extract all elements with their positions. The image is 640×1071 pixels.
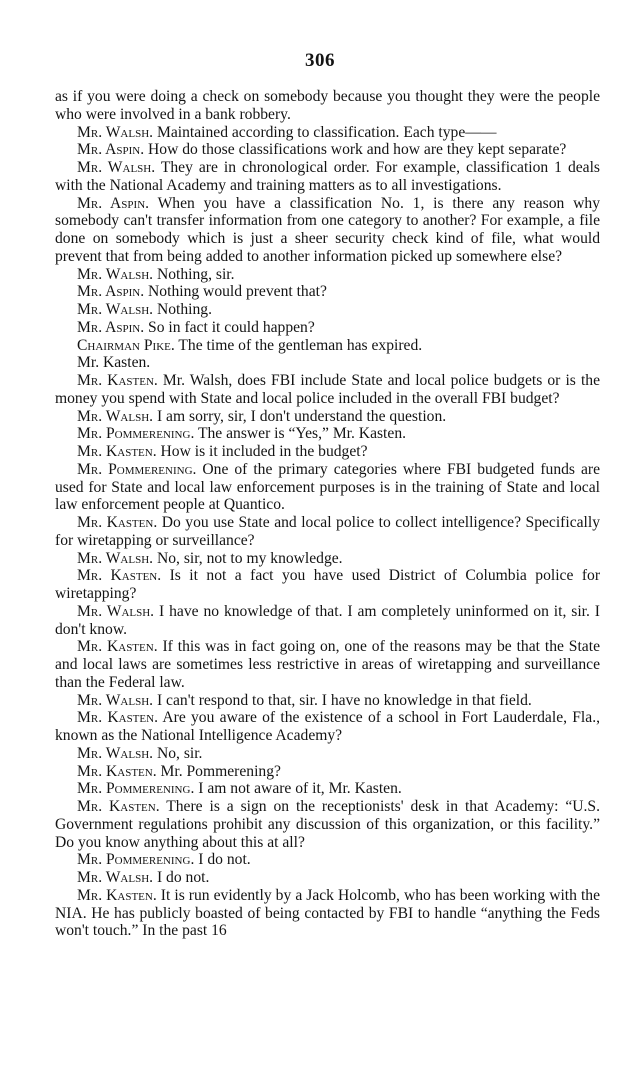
- paragraph-text: There is a sign on the receptionists' desk in that Academy: “U.S. Government regulations prohibit any discussion of this organization, or this facility.” Do you know anything about this at all?: [55, 798, 601, 851]
- transcript-paragraph: [55, 301, 600, 319]
- transcript-paragraph: [55, 692, 600, 710]
- transcript-paragraph: [55, 141, 600, 159]
- speaker-name: Mr. Kasten.: [77, 443, 157, 460]
- speaker-name: Chairman Pike.: [77, 336, 175, 354]
- paragraph-text: The answer is “Yes,” Mr. Kasten.: [197, 425, 407, 443]
- paragraph-text: Mr. Walsh, does FBI include State and local police budgets or is the money you spend with State and local police included in the overall FBI budget?: [55, 372, 600, 407]
- paragraph-text: I am sorry, sir, I don't understand the question.: [156, 407, 447, 425]
- speaker-name: Mr. Walsh.: [77, 744, 154, 762]
- paragraph-text: as if you were doing a check on somebody because you thought they were the people who were involved in a bank robbery.: [55, 88, 600, 123]
- paragraph-text: Are you aware of the existence of a school in Fort Lauderdale, Fla., known as the National Intelligence Academy?: [55, 709, 600, 744]
- paragraph-text: I do not.: [156, 869, 210, 886]
- paragraph-text: Nothing would prevent that?: [148, 283, 327, 301]
- page-number: 306: [305, 50, 335, 71]
- transcript-paragraph: [55, 88, 600, 124]
- speaker-name: Mr. Kasten.: [77, 567, 162, 585]
- speaker-name: Mr. Pommerening.: [77, 460, 197, 478]
- transcript-paragraph: [55, 159, 600, 195]
- paragraph-text: If this was in fact going on, one of the reasons may be that the State and local laws are sometimes less restrictive in areas of wiretapping and surveillance than the Federal law.: [55, 638, 600, 691]
- transcript-paragraph: [55, 745, 600, 763]
- transcript-paragraph: [55, 266, 600, 284]
- transcript-paragraph: [55, 763, 600, 781]
- transcript-paragraph: [55, 869, 600, 887]
- transcript-paragraph: [55, 124, 600, 142]
- paragraph-text: Is it not a fact you have used District of Columbia police for wiretapping?: [55, 567, 601, 602]
- transcript-paragraph: [55, 603, 600, 639]
- speaker-name: Mr. Walsh.: [77, 549, 154, 567]
- transcript-paragraph: [55, 567, 600, 603]
- speaker-name: Mr. Aspin.: [77, 283, 145, 301]
- speaker-name: Mr. Walsh.: [77, 691, 154, 709]
- paragraph-text: I do not.: [198, 851, 251, 869]
- speaker-name: Mr. Kasten.: [77, 638, 158, 656]
- paragraph-text: It is run evidently by a Jack Holcomb, who has been working with the NIA. He has publicly boasted of being contacted by FBI to handle “anything the Feds won't touch.” In the past 16: [55, 886, 600, 940]
- transcript-paragraph: [55, 443, 600, 461]
- transcript-paragraph: [55, 780, 600, 798]
- speaker-name: Mr. Walsh.: [77, 123, 154, 141]
- paragraph-text: Nothing, sir.: [156, 265, 235, 283]
- speaker-name: Mr. Walsh.: [77, 301, 154, 318]
- paragraph-text: I have no knowledge of that. I am completely uninformed on it, sir. I don't know.: [55, 602, 601, 638]
- transcript-paragraph: [55, 638, 600, 691]
- speaker-name: Mr. Aspin.: [77, 318, 145, 336]
- speaker-name: Mr. Walsh.: [77, 602, 155, 620]
- transcript-paragraph: [55, 337, 600, 355]
- transcript-paragraph: [55, 283, 600, 301]
- transcript-paragraph: [55, 851, 600, 869]
- speaker-name: Mr. Pommerening.: [77, 425, 195, 443]
- speaker-name: Mr. Kasten.: [77, 372, 158, 389]
- transcript-paragraph: [55, 195, 600, 266]
- paragraph-text: Do you use State and local police to collect intelligence? Specifically for wiretapping or surveillance?: [55, 514, 600, 549]
- paragraph-text: Mr. Pommerening?: [160, 762, 281, 780]
- transcript-paragraph: [55, 514, 600, 550]
- transcript-paragraph: [55, 319, 600, 337]
- transcript-paragraph: [55, 425, 600, 443]
- speaker-name: Mr. Aspin.: [77, 194, 150, 212]
- paragraph-text: I can't respond to that, sir. I have no knowledge in that field.: [156, 691, 532, 709]
- transcript-paragraph: [55, 887, 600, 940]
- paragraph-text: I am not aware of it, Mr. Kasten.: [198, 780, 402, 798]
- speaker-name: Mr. Kasten.: [77, 762, 157, 780]
- speaker-name: Mr. Walsh.: [77, 869, 154, 886]
- speaker-name: Mr. Kasten.: [77, 886, 157, 904]
- speaker-name: Mr. Walsh.: [77, 159, 156, 176]
- speaker-name: Mr. Walsh.: [77, 265, 154, 283]
- paragraph-text: The time of the gentleman has expired.: [178, 336, 423, 354]
- paragraph-text: How do those classifications work and how are they kept separate?: [148, 141, 567, 159]
- transcript-paragraph: [55, 372, 600, 408]
- speaker-name: Mr. Kasten.: [77, 709, 158, 727]
- speaker-name: Mr. Pommerening.: [77, 780, 195, 798]
- speaker-name: Mr. Kasten.: [77, 514, 158, 531]
- transcript-paragraph: [55, 709, 600, 745]
- speaker-name: Mr. Walsh.: [77, 407, 154, 425]
- speaker-name: Mr. Pommerening.: [77, 851, 195, 869]
- transcript-paragraph: [55, 461, 600, 514]
- paragraph-text: So in fact it could happen?: [148, 318, 315, 336]
- paragraph-text: When you have a classification No. 1, is there any reason why somebody can't transfer information from one category to another? For example, a file done on somebody which is just a sheer security check kind of file, what would prevent that from being added to another information picked up somewhere else?: [55, 194, 601, 265]
- paragraph-text: They are in chronological order. For example, classification 1 deals with the National Academy and training matters as to all investigations.: [55, 159, 600, 194]
- speaker-name: Mr. Kasten.: [77, 798, 160, 815]
- transcript-paragraph: [55, 408, 600, 426]
- paragraph-text: Maintained according to classification. Each type——: [156, 123, 497, 141]
- paragraph-text: No, sir, not to my knowledge.: [156, 549, 343, 567]
- paragraph-text: No, sir.: [156, 744, 203, 762]
- paragraph-text: One of the primary categories where FBI budgeted funds are used for State and local law enforcement purposes is in the training of State and local law enforcement people at Quantico.: [55, 460, 600, 514]
- paragraph-text: Nothing.: [156, 301, 212, 318]
- transcript-body: [55, 88, 600, 940]
- transcript-paragraph: [55, 354, 600, 372]
- paragraph-text: Mr. Kasten.: [77, 354, 151, 372]
- transcript-paragraph: [55, 798, 600, 851]
- transcript-paragraph: [55, 550, 600, 568]
- speaker-name: Mr. Aspin.: [77, 141, 145, 159]
- paragraph-text: How is it included in the budget?: [160, 443, 368, 460]
